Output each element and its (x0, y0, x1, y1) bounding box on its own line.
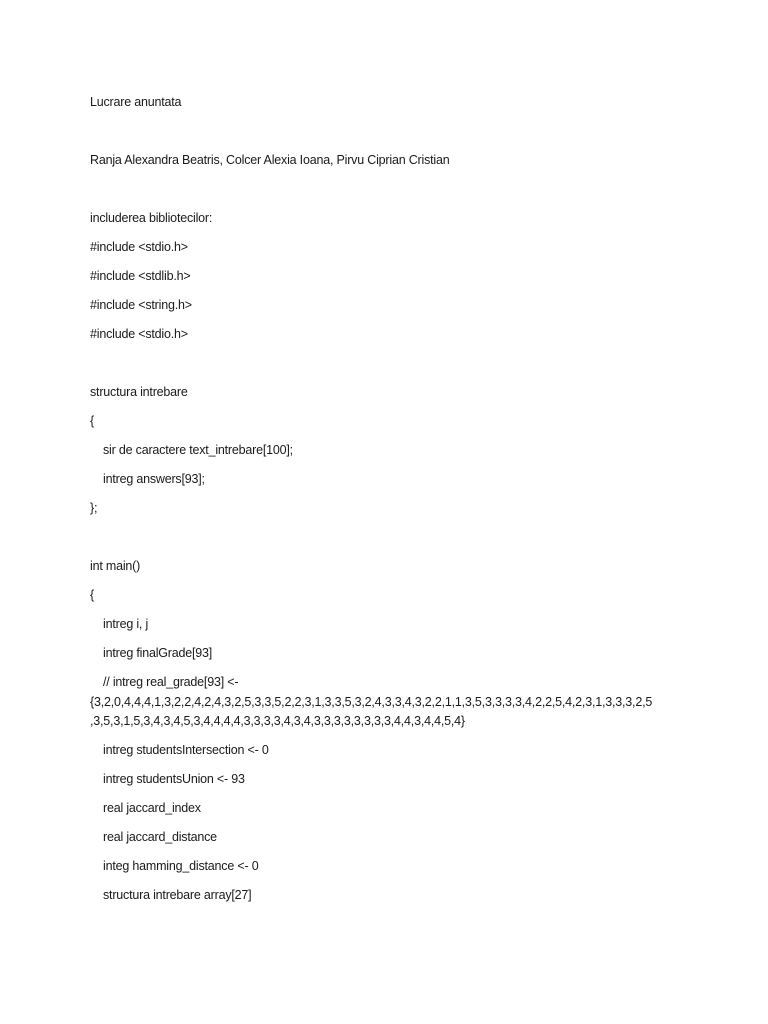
main-declaration: int main() (90, 559, 141, 573)
include-line: #include <stdlib.h> (90, 269, 191, 283)
code-line: intreg i, j (103, 617, 149, 631)
main-open-brace: { (90, 588, 94, 602)
code-line: intreg studentsUnion <- 93 (103, 772, 245, 786)
struct-field: sir de caractere text_intrebare[100]; (103, 443, 293, 457)
code-line: real jaccard_index (103, 801, 201, 815)
include-line: #include <string.h> (90, 298, 192, 312)
comment-line: ,3,5,3,1,5,3,4,3,4,5,3,4,4,4,4,3,3,3,3,4,3,4,3,3,3,3,3,3,3,3,4,4,3,4,4,5,4} (90, 714, 465, 728)
code-line: structura intrebare array[27] (103, 888, 252, 902)
code-line: integ hamming_distance <- 0 (103, 859, 259, 873)
struct-open-brace: { (90, 414, 94, 428)
struct-close-brace: }; (90, 501, 98, 515)
include-line: #include <stdio.h> (90, 240, 188, 254)
include-line: #include <stdio.h> (90, 327, 188, 341)
code-line: real jaccard_distance (103, 830, 217, 844)
comment-line: // intreg real_grade[93] <- (103, 675, 239, 689)
code-line: intreg finalGrade[93] (103, 646, 213, 660)
code-line: intreg studentsIntersection <- 0 (103, 743, 269, 757)
struct-declaration: structura intrebare (90, 385, 188, 399)
includes-heading: includerea bibliotecilor: (90, 211, 213, 225)
document-title: Lucrare anuntata (90, 95, 182, 109)
authors-line: Ranja Alexandra Beatris, Colcer Alexia Ioana, Pirvu Ciprian Cristian (90, 153, 450, 167)
struct-field: intreg answers[93]; (103, 472, 205, 486)
comment-line: {3,2,0,4,4,4,1,3,2,2,4,2,4,3,2,5,3,3,5,2,2,3,1,3,3,5,3,2,4,3,3,4,3,2,2,1,1,3,5,3,3,3,3,4,2,2,5,4,2,3,1,3,3,3,2,5 (90, 695, 653, 709)
